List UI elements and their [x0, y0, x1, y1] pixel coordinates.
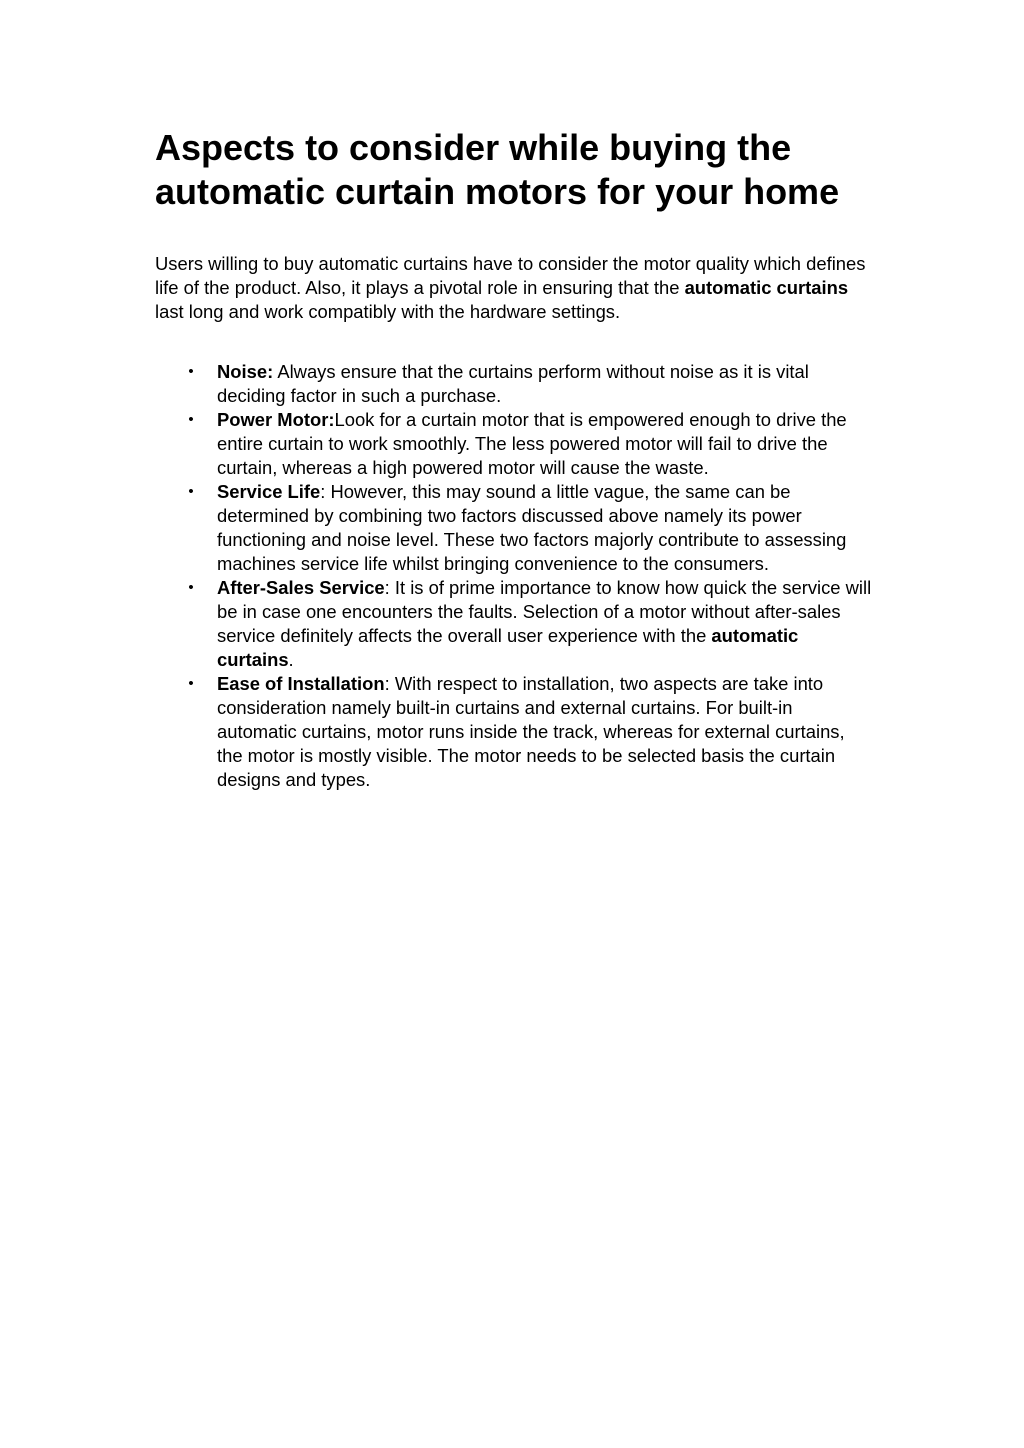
bullet-dot: •	[188, 675, 194, 692]
intro-text-start: Users willing to buy automatic curtains have to consider the motor quality which defines life of the product. Also, it plays a pivotal role in ensuring that the	[155, 253, 866, 298]
bullet-text-end: .	[288, 649, 294, 670]
document-page	[155, 126, 875, 792]
intro-bold-term: automatic curtains	[684, 277, 849, 298]
bullet-term: Power Motor:	[217, 409, 335, 430]
bullet-term: Noise:	[217, 361, 274, 382]
bullet-ease-of-installation	[155, 672, 875, 792]
bullet-dot: •	[188, 579, 194, 596]
bullet-text: : However, this may sound a little vague, the same can be determined by combining two factors discussed above namely its power functioning and noise level. These two factors majorly contribute to assessing machines service life whilst bringing convenience to the consumers.	[217, 481, 847, 574]
bullet-term: Ease of Installation	[217, 673, 385, 694]
bullet-text: : With respect to installation, two aspects are take into consideration namely built-in curtains and external curtains. For built-in automatic curtains, motor runs inside the track, whereas for external curtains, the motor is mostly visible. The motor needs to be selected basis the curtain designs and types.	[217, 673, 845, 790]
bullet-dot: •	[188, 363, 194, 380]
intro-paragraph	[155, 252, 875, 324]
bullet-text: Always ensure that the curtains perform without noise as it is vital deciding factor in such a purchase.	[217, 361, 809, 406]
bullet-noise	[155, 360, 875, 408]
bullet-list	[155, 360, 875, 792]
bullet-term: After-Sales Service	[217, 577, 385, 598]
bullet-term: Service Life	[217, 481, 321, 502]
bullet-dot: •	[188, 411, 194, 428]
bullet-power-motor	[155, 408, 875, 480]
page-title: Aspects to consider while buying the automatic curtain motors for your home	[155, 127, 840, 212]
bullet-after-sales-service	[155, 576, 875, 672]
intro-text-end: last long and work compatibly with the hardware settings.	[155, 301, 621, 322]
bullet-bold-term: automatic curtains	[217, 625, 799, 670]
bullet-dot: •	[188, 483, 194, 500]
bullet-text: : It is of prime importance to know how quick the service will be in case one encounters the faults. Selection of a motor without after-sales service definitely affects the overall user experience with the	[217, 577, 872, 646]
bullet-text: Look for a curtain motor that is empowered enough to drive the entire curtain to work smoothly. The less powered motor will fail to drive the curtain, whereas a high powered motor will cause the waste.	[217, 409, 847, 478]
bullet-service-life	[155, 480, 875, 576]
